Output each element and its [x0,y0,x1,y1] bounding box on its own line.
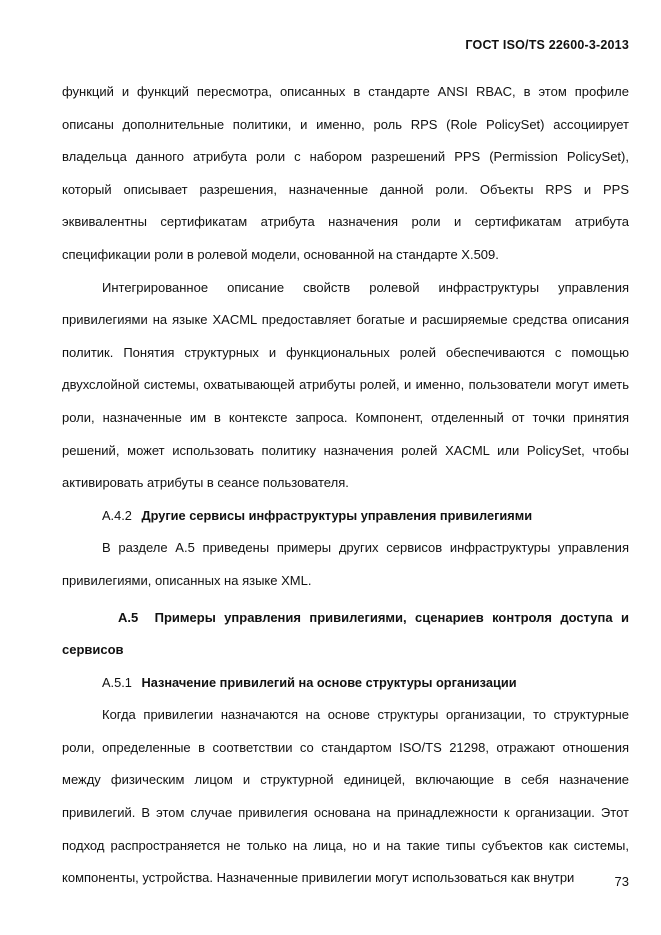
section-heading-a-4-2 [62,500,629,533]
document-header: ГОСТ ISO/TS 22600-3-2013 [465,38,629,52]
section-title: Другие сервисы инфраструктуры управления привилегиями [141,507,533,523]
section-number: А.4.2 [102,507,132,523]
page-body [62,76,629,895]
paragraph-other-services: В разделе А.5 приведены примеры других сервисов инфраструктуры управления привилегиями, описанных на языке XML. [62,540,629,588]
section-heading-a-5 [62,602,629,667]
section-title: Примеры управления привилегиями, сценариев контроля доступа и сервисов [62,609,629,658]
section-number: А.5 [118,609,139,625]
paragraph-xacml-description: Интегрированное описание свойств ролевой инфраструктуры управления привилегиями на языке XACML предоставляет богатые и расширяемые средства описания политик. Понятия структурных и функциональных ролей обеспечиваются с помощью двухслойной системы, охватывающей атрибуты ролей, и именно, пользователи могут иметь роли, назначенные им в контексте запроса. Компонент, отделенный от точки принятия решений, может использовать политику назначения ролей XACML или PolicySet, чтобы активировать атрибуты в сеансе пользователя. [62,279,629,491]
page-number: 73 [614,874,629,889]
section-number: А.5.1 [102,674,132,690]
paragraph-rbac-profile: функций и функций пересмотра, описанных в стандарте ANSI RBAC, в этом профиле описаны дополнительные политики, и именно, роль RPS (Role PolicySet) ассоциирует владельца данного атрибута роли с набором разрешений PPS (Permission PolicySet), который описывает разрешения, назначенные данной роли. Объекты RPS и PPS эквивалентны сертификатам атрибута назначения роли и сертификатам атрибута спецификации роли в ролевой модели, основанной на стандарте X.509. [62,84,629,262]
section-title: Назначение привилегий на основе структуры организации [141,674,517,690]
section-heading-a-5-1 [62,667,629,700]
paragraph-structural-roles: Когда привилегии назначаются на основе структуры организации, то структурные роли, определенные в соответствии со стандартом ISO/TS 21298, отражают отношения между физическим лицом и структурной единицей, включающие в себя назначение привилегий. В этом случае привилегия основана на принадлежности к организации. Этот подход распространяется не только на лица, но и на такие типы субъектов как системы, компоненты, устройства. Назначенные привилегии могут использоваться как внутри [62,707,629,886]
